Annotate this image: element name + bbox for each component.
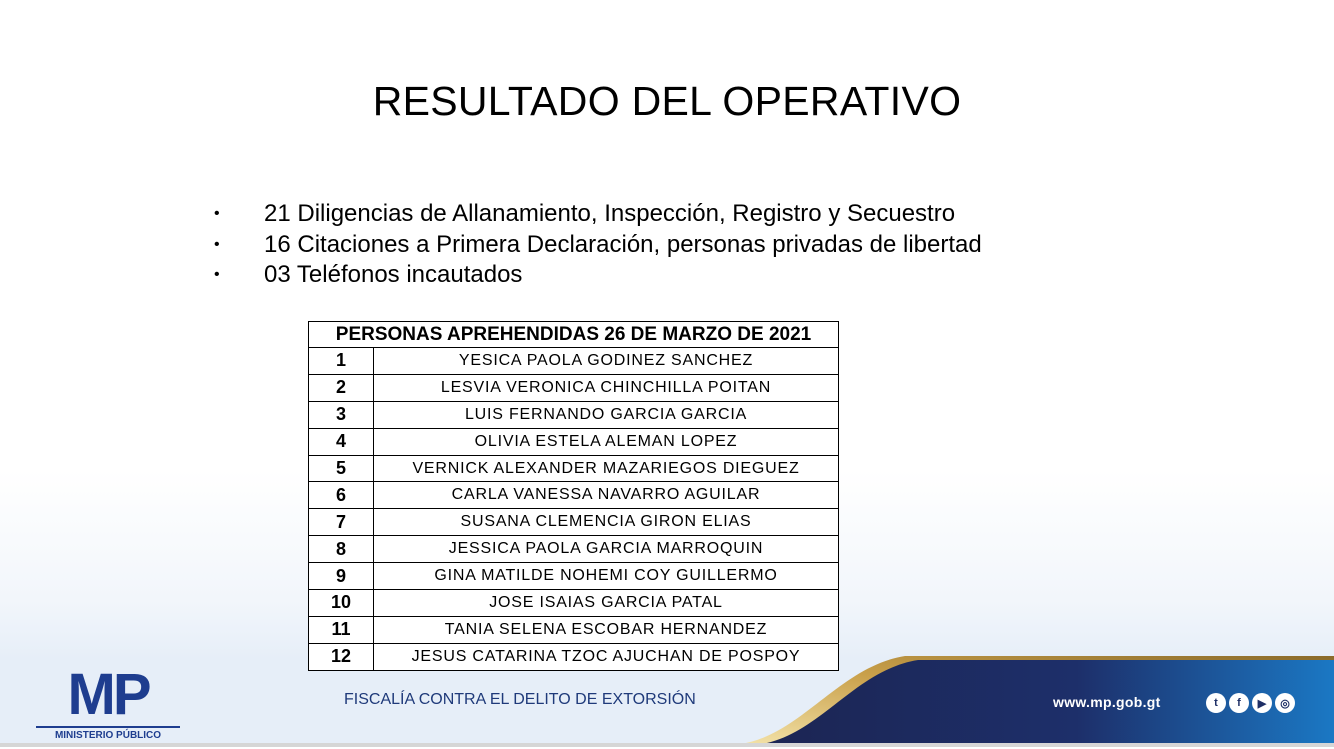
bullet-icon: • xyxy=(214,205,220,223)
person-name: JESUS CATARINA TZOC AJUCHAN DE POSPOY xyxy=(374,643,839,670)
bullet-text: 03 Teléfonos incautados xyxy=(264,261,523,289)
row-number: 10 xyxy=(309,590,374,617)
table-row xyxy=(309,509,839,536)
person-name: LESVIA VERONICA CHINCHILLA POITAN xyxy=(374,374,839,401)
row-number: 2 xyxy=(309,374,374,401)
person-name: TANIA SELENA ESCOBAR HERNANDEZ xyxy=(374,616,839,643)
person-name: CARLA VANESSA NAVARRO AGUILAR xyxy=(374,482,839,509)
table-header: PERSONAS APREHENDIDAS 26 DE MARZO DE 2021 xyxy=(309,322,839,348)
bullet-text: 21 Diligencias de Allanamiento, Inspección, Registro y Secuestro xyxy=(264,200,956,228)
row-number: 6 xyxy=(309,482,374,509)
row-number: 7 xyxy=(309,509,374,536)
person-name: SUSANA CLEMENCIA GIRON ELIAS xyxy=(374,509,839,536)
logo-letters: MP xyxy=(67,664,149,727)
row-number: 8 xyxy=(309,536,374,563)
person-name: JESSICA PAOLA GARCIA MARROQUIN xyxy=(374,536,839,563)
person-name: VERNICK ALEXANDER MAZARIEGOS DIEGUEZ xyxy=(374,455,839,482)
row-number: 4 xyxy=(309,428,374,455)
table-row xyxy=(309,401,839,428)
row-number: 5 xyxy=(309,455,374,482)
row-number: 12 xyxy=(309,643,374,670)
person-name: LUIS FERNANDO GARCIA GARCIA xyxy=(374,401,839,428)
list-item xyxy=(214,230,982,261)
table-row xyxy=(309,590,839,617)
row-number: 9 xyxy=(309,563,374,590)
list-item xyxy=(214,260,982,291)
social-links xyxy=(1206,693,1295,713)
table-row xyxy=(309,563,839,590)
logo-subtitle: MINISTERIO PÚBLICO xyxy=(54,730,162,740)
person-name: OLIVIA ESTELA ALEMAN LOPEZ xyxy=(374,428,839,455)
twitter-icon[interactable]: t xyxy=(1206,693,1226,713)
person-name: YESICA PAOLA GODINEZ SANCHEZ xyxy=(374,348,839,375)
detainees-table xyxy=(308,321,839,671)
table-row xyxy=(309,536,839,563)
bullet-text: 16 Citaciones a Primera Declaración, personas privadas de libertad xyxy=(264,230,982,258)
table-row xyxy=(309,455,839,482)
row-number: 3 xyxy=(309,401,374,428)
table-row xyxy=(309,374,839,401)
table-row xyxy=(309,482,839,509)
row-number: 11 xyxy=(309,616,374,643)
footer xyxy=(0,656,1334,747)
row-number: 1 xyxy=(309,348,374,375)
table-row xyxy=(309,348,839,375)
divider xyxy=(0,743,1334,747)
instagram-icon[interactable]: ◎ xyxy=(1275,693,1295,713)
table-row xyxy=(309,616,839,643)
bullet-icon: • xyxy=(214,266,220,284)
facebook-icon[interactable]: f xyxy=(1229,693,1249,713)
page-title: RESULTADO DEL OPERATIVO xyxy=(372,78,962,124)
bullet-icon: • xyxy=(214,235,220,253)
list-item xyxy=(214,199,982,230)
website-url[interactable]: www.mp.gob.gt xyxy=(1053,694,1161,710)
person-name: JOSE ISAIAS GARCIA PATAL xyxy=(374,590,839,617)
table-header-row xyxy=(309,322,839,348)
table-row xyxy=(309,428,839,455)
person-name: GINA MATILDE NOHEMI COY GUILLERMO xyxy=(374,563,839,590)
results-list xyxy=(214,199,982,291)
department-label: FISCALÍA CONTRA EL DELITO DE EXTORSIÓN xyxy=(344,691,696,708)
youtube-icon[interactable]: ▶ xyxy=(1252,693,1272,713)
mp-logo xyxy=(36,664,184,740)
